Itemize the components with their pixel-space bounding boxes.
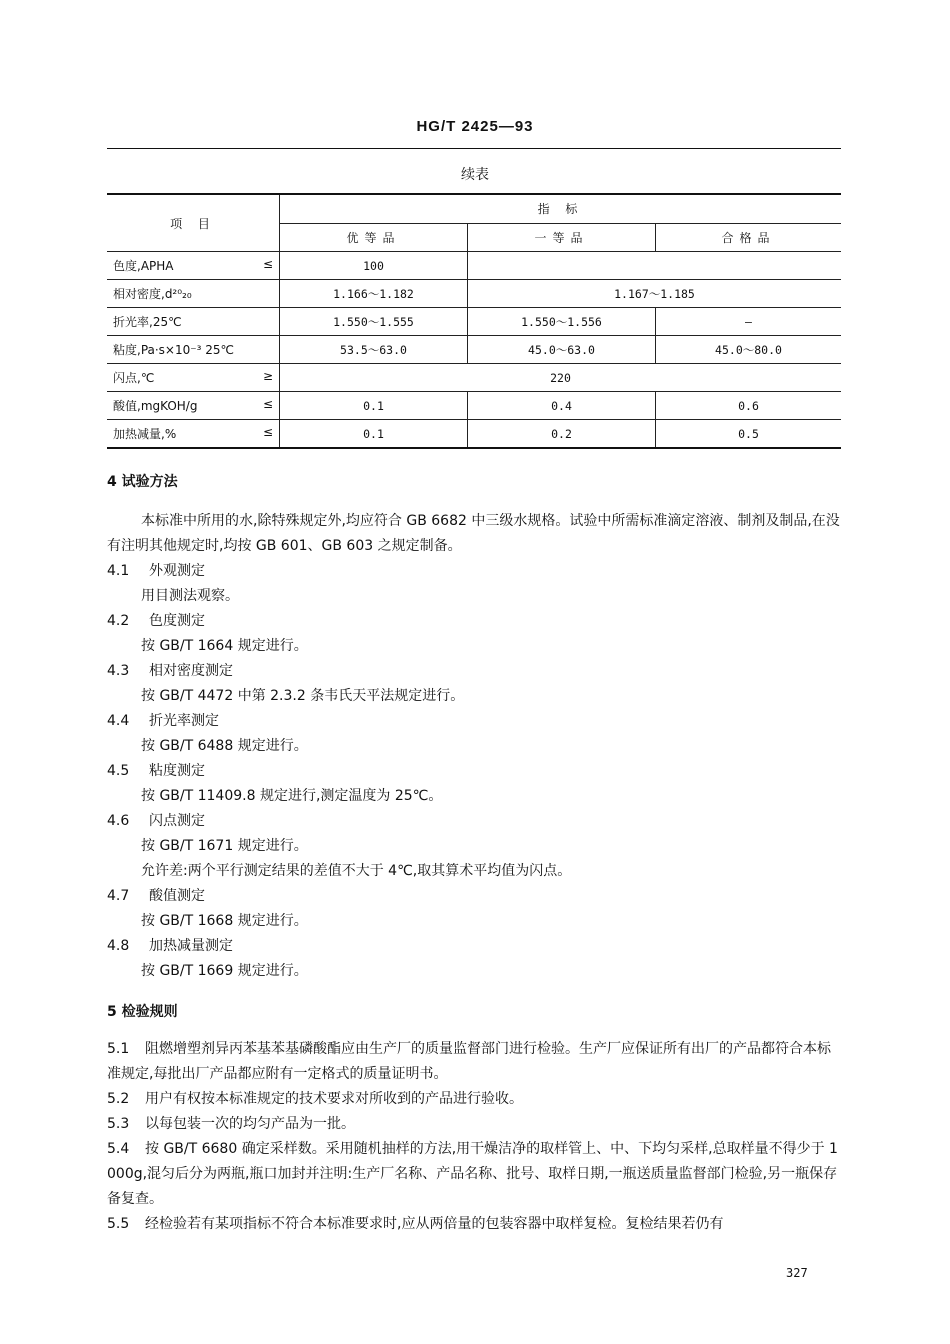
- header-index-group: 指 标: [280, 194, 842, 223]
- subsection-number: 4.8: [107, 938, 130, 954]
- subsection-title: 折光率测定: [149, 713, 219, 729]
- row-item: [107, 336, 280, 364]
- clause: [107, 1137, 843, 1212]
- cell-premium: 1.550～1.555: [280, 308, 468, 336]
- subsection-title: 相对密度测定: [149, 663, 233, 679]
- cell-first: 0.4: [468, 392, 656, 420]
- clause: [107, 1112, 843, 1137]
- section-4-intro: 本标准中所用的水,除特殊规定外,均应符合 GB 6682 中三级水规格。试验中所需标准滴定溶液、制剂及制品,在没有注明其他规定时,均按 GB 601、GB 603 之规定制备。: [107, 513, 840, 554]
- section-4: [107, 470, 843, 984]
- comparator: ≤: [262, 257, 273, 271]
- clause-number: 5.5: [107, 1216, 130, 1232]
- clause: [107, 1087, 843, 1112]
- clause-number: 5.3: [107, 1116, 130, 1132]
- subsection-title: 粘度测定: [149, 763, 205, 779]
- comparator: ≤: [262, 425, 273, 439]
- row-item: [107, 364, 280, 392]
- subsection-number: 4.1: [107, 563, 130, 579]
- subsection-number: 4.2: [107, 613, 130, 629]
- subsection-text: 允许差:两个平行测定结果的差值不大于 4℃,取其算术平均值为闪点。: [141, 863, 572, 879]
- subsection-heading: [107, 609, 843, 634]
- cell-qualified: 0.6: [656, 392, 842, 420]
- subsection-text: 按 GB/T 4472 中第 2.3.2 条韦氏天平法规定进行。: [141, 688, 465, 704]
- cell-first: 45.0～63.0: [468, 336, 656, 364]
- subsection-title: 色度测定: [149, 613, 205, 629]
- clause: [107, 1037, 843, 1087]
- row-item: [107, 252, 280, 280]
- section-5: [107, 1000, 843, 1237]
- section-4-title: 4 试验方法: [107, 474, 178, 490]
- cell-qualified: 45.0～80.0: [656, 336, 842, 364]
- table-caption: 续表: [461, 167, 489, 183]
- subsection-text: 按 GB/T 1669 规定进行。: [141, 963, 308, 979]
- subsection-number: 4.6: [107, 813, 130, 829]
- row-item: [107, 308, 280, 336]
- subsection-text: 按 GB/T 1668 规定进行。: [141, 913, 308, 929]
- cell-first: 0.2: [468, 420, 656, 449]
- clause-text: 以每包装一次的均匀产品为一批。: [145, 1116, 355, 1132]
- header-grade-first: 一等品: [468, 223, 656, 252]
- cell-premium: 0.1: [280, 392, 468, 420]
- subsection-text: 按 GB/T 1671 规定进行。: [141, 838, 308, 854]
- table-row: [107, 420, 841, 449]
- cell-premium: 100: [280, 252, 468, 280]
- subsection-heading: [107, 934, 843, 959]
- subsection-title: 外观测定: [149, 563, 205, 579]
- table-row: [107, 280, 841, 308]
- cell-first-qualified: [468, 252, 842, 280]
- table-header-row: [107, 194, 841, 223]
- subsection-number: 4.4: [107, 713, 130, 729]
- table-row: [107, 252, 841, 280]
- subsection-heading: [107, 884, 843, 909]
- comparator: ≤: [262, 397, 273, 411]
- clause-number: 5.2: [107, 1091, 130, 1107]
- subsection-heading: [107, 759, 843, 784]
- header-grade-qualified: 合格品: [656, 223, 842, 252]
- section-5-title: 5 检验规则: [107, 1004, 178, 1020]
- comparator: ≥: [262, 369, 273, 383]
- cell-qualified: —: [656, 308, 842, 336]
- subsection-text: 按 GB/T 1664 规定进行。: [141, 638, 308, 654]
- page-number: 327: [786, 1266, 808, 1280]
- subsection-number: 4.5: [107, 763, 130, 779]
- subsection-title: 加热减量测定: [149, 938, 233, 954]
- row-item: [107, 420, 280, 449]
- cell-all-grades: 220: [280, 364, 842, 392]
- cell-first: 1.550～1.556: [468, 308, 656, 336]
- row-item-label: 酸值,mgKOH/g: [113, 399, 198, 413]
- cell-premium: 1.166～1.182: [280, 280, 468, 308]
- clause-text: 按 GB/T 6680 确定采样数。采用随机抽样的方法,用干燥洁净的取样管上、中、下均匀采样,总取样量不得少于 1 000g,混匀后分为两瓶,瓶口加封并注明:生产厂名称、产品名称、批号、取样日期,一瓶送质量监督部门检验,另一瓶保存备复查。: [107, 1141, 838, 1207]
- header-rule: [107, 148, 841, 149]
- row-item-label: 闪点,℃: [113, 371, 155, 385]
- subsection-text: 按 GB/T 11409.8 规定进行,测定温度为 25℃。: [141, 788, 443, 804]
- subsection-heading: [107, 709, 843, 734]
- row-item-label: 粘度,Pa·s×10⁻³ 25℃: [113, 343, 234, 357]
- spec-table: [107, 193, 841, 449]
- standard-code-header: HG/T 2425—93: [416, 118, 534, 135]
- cell-premium: 0.1: [280, 420, 468, 449]
- header-grade-premium: 优等品: [280, 223, 468, 252]
- clause-text: 用户有权按本标准规定的技术要求对所收到的产品进行验收。: [145, 1091, 523, 1107]
- clause-text: 经检验若有某项指标不符合本标准要求时,应从两倍量的包装容器中取样复检。复检结果若仍有: [145, 1216, 724, 1232]
- table-row: [107, 336, 841, 364]
- table-row: [107, 392, 841, 420]
- row-item-label: 相对密度,d²⁰₂₀: [113, 287, 192, 301]
- row-item-label: 色度,APHA: [113, 259, 174, 273]
- row-item-label: 折光率,25℃: [113, 315, 182, 329]
- cell-qualified: 0.5: [656, 420, 842, 449]
- subsection-title: 酸值测定: [149, 888, 205, 904]
- subsection-number: 4.7: [107, 888, 130, 904]
- cell-first-qualified: 1.167～1.185: [468, 280, 842, 308]
- clause: [107, 1212, 843, 1237]
- header-item: 项 目: [107, 194, 280, 252]
- row-item-label: 加热减量,%: [113, 427, 177, 441]
- subsection-text: 用目测法观察。: [141, 588, 239, 604]
- subsection-heading: [107, 659, 843, 684]
- subsection-heading: [107, 809, 843, 834]
- subsection-title: 闪点测定: [149, 813, 205, 829]
- subsection-heading: [107, 559, 843, 584]
- clause-text: 阻燃增塑剂异丙苯基苯基磷酸酯应由生产厂的质量监督部门进行检验。生产厂应保证所有出厂的产品都符合本标准规定,每批出厂产品都应附有一定格式的质量证明书。: [107, 1041, 831, 1082]
- row-item: [107, 392, 280, 420]
- subsection-number: 4.3: [107, 663, 130, 679]
- cell-premium: 53.5～63.0: [280, 336, 468, 364]
- row-item: [107, 280, 280, 308]
- clause-number: 5.1: [107, 1041, 130, 1057]
- table-row: [107, 364, 841, 392]
- table-row: [107, 308, 841, 336]
- subsection-text: 按 GB/T 6488 规定进行。: [141, 738, 308, 754]
- clause-number: 5.4: [107, 1141, 130, 1157]
